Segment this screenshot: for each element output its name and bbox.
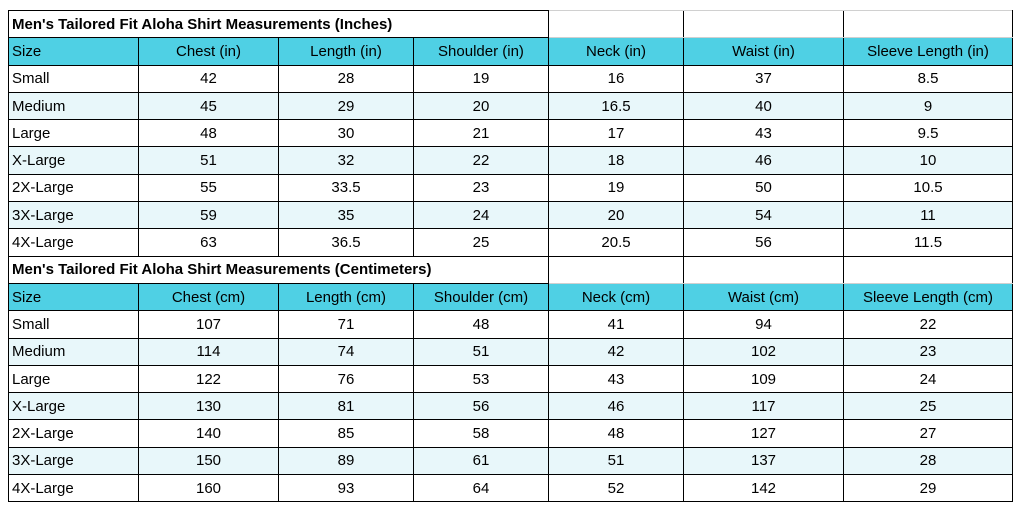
size-cell: Medium <box>9 92 139 119</box>
column-header: Sleeve Length (cm) <box>844 283 1013 310</box>
measurement-cell: 33.5 <box>279 174 414 201</box>
column-header: Chest (in) <box>139 38 279 65</box>
measurement-cell: 11.5 <box>844 229 1013 256</box>
measurement-cell: 94 <box>684 311 844 338</box>
table-body <box>9 11 1013 502</box>
measurement-cell: 9 <box>844 92 1013 119</box>
measurement-cell: 63 <box>139 229 279 256</box>
measurement-cell: 85 <box>279 420 414 447</box>
table-row <box>9 202 1013 229</box>
table-row <box>9 174 1013 201</box>
size-cell: Large <box>9 365 139 392</box>
measurement-cell: 27 <box>844 420 1013 447</box>
measurement-cell: 36.5 <box>279 229 414 256</box>
measurement-cell: 56 <box>684 229 844 256</box>
measurement-cell: 43 <box>684 120 844 147</box>
measurement-cell: 142 <box>684 475 844 502</box>
measurement-cell: 71 <box>279 311 414 338</box>
measurement-cell: 30 <box>279 120 414 147</box>
measurement-cell: 10.5 <box>844 174 1013 201</box>
measurement-cell: 35 <box>279 202 414 229</box>
size-cell: Small <box>9 311 139 338</box>
measurement-cell: 42 <box>549 338 684 365</box>
measurement-cell: 130 <box>139 393 279 420</box>
measurement-cell: 46 <box>684 147 844 174</box>
measurement-cell: 20.5 <box>549 229 684 256</box>
measurement-cell: 29 <box>279 92 414 119</box>
table-row <box>9 147 1013 174</box>
measurement-cell: 140 <box>139 420 279 447</box>
measurement-cell: 107 <box>139 311 279 338</box>
measurement-cell: 42 <box>139 65 279 92</box>
column-header: Chest (cm) <box>139 283 279 310</box>
measurement-cell: 17 <box>549 120 684 147</box>
measurement-cell: 22 <box>414 147 549 174</box>
measurement-cell: 56 <box>414 393 549 420</box>
measurement-cell: 46 <box>549 393 684 420</box>
size-cell: 3X-Large <box>9 447 139 474</box>
measurement-cell: 24 <box>414 202 549 229</box>
section-title: Men's Tailored Fit Aloha Shirt Measurements (Inches) <box>9 11 549 38</box>
measurement-cell: 59 <box>139 202 279 229</box>
measurement-cell: 117 <box>684 393 844 420</box>
column-header: Neck (in) <box>549 38 684 65</box>
table-row <box>9 229 1013 256</box>
measurement-cell: 25 <box>844 393 1013 420</box>
measurement-cell: 89 <box>279 447 414 474</box>
table-row <box>9 65 1013 92</box>
measurement-cell: 51 <box>549 447 684 474</box>
table-row <box>9 420 1013 447</box>
size-cell: 2X-Large <box>9 174 139 201</box>
measurement-cell: 16 <box>549 65 684 92</box>
size-cell: Small <box>9 65 139 92</box>
measurement-cell: 16.5 <box>549 92 684 119</box>
size-cell: X-Large <box>9 147 139 174</box>
column-header: Waist (cm) <box>684 283 844 310</box>
table-row <box>9 475 1013 502</box>
measurement-cell: 20 <box>549 202 684 229</box>
size-cell: X-Large <box>9 393 139 420</box>
measurement-cell: 114 <box>139 338 279 365</box>
section-title: Men's Tailored Fit Aloha Shirt Measurements (Centimeters) <box>9 256 549 283</box>
empty-cell <box>549 11 684 38</box>
table-row <box>9 311 1013 338</box>
table-row <box>9 338 1013 365</box>
measurement-cell: 41 <box>549 311 684 338</box>
column-header: Neck (cm) <box>549 283 684 310</box>
size-cell: 4X-Large <box>9 475 139 502</box>
empty-cell <box>844 11 1013 38</box>
section-title-row <box>9 256 1013 283</box>
measurement-cell: 81 <box>279 393 414 420</box>
measurement-cell: 20 <box>414 92 549 119</box>
measurement-cell: 23 <box>844 338 1013 365</box>
measurement-cell: 50 <box>684 174 844 201</box>
measurement-cell: 54 <box>684 202 844 229</box>
measurement-cell: 51 <box>139 147 279 174</box>
table-row <box>9 447 1013 474</box>
measurement-cell: 53 <box>414 365 549 392</box>
measurement-cell: 51 <box>414 338 549 365</box>
measurement-cell: 19 <box>549 174 684 201</box>
size-cell: Large <box>9 120 139 147</box>
measurement-cell: 28 <box>279 65 414 92</box>
column-header: Shoulder (in) <box>414 38 549 65</box>
table-row <box>9 92 1013 119</box>
empty-cell <box>844 256 1013 283</box>
measurement-cell: 11 <box>844 202 1013 229</box>
measurement-cell: 160 <box>139 475 279 502</box>
measurement-cell: 48 <box>549 420 684 447</box>
measurement-cell: 18 <box>549 147 684 174</box>
column-header-row <box>9 283 1013 310</box>
measurement-cell: 64 <box>414 475 549 502</box>
section-title-row <box>9 11 1013 38</box>
size-cell: 4X-Large <box>9 229 139 256</box>
measurement-cell: 109 <box>684 365 844 392</box>
size-cell: 3X-Large <box>9 202 139 229</box>
column-header: Size <box>9 283 139 310</box>
measurement-cell: 48 <box>414 311 549 338</box>
table-row <box>9 120 1013 147</box>
column-header-row <box>9 38 1013 65</box>
measurement-cell: 9.5 <box>844 120 1013 147</box>
empty-cell <box>684 256 844 283</box>
size-cell: 2X-Large <box>9 420 139 447</box>
measurement-cell: 58 <box>414 420 549 447</box>
empty-cell <box>549 256 684 283</box>
measurement-cell: 22 <box>844 311 1013 338</box>
column-header: Shoulder (cm) <box>414 283 549 310</box>
measurement-cell: 55 <box>139 174 279 201</box>
table-row <box>9 393 1013 420</box>
measurement-cell: 40 <box>684 92 844 119</box>
column-header: Waist (in) <box>684 38 844 65</box>
column-header: Length (in) <box>279 38 414 65</box>
measurement-cell: 32 <box>279 147 414 174</box>
measurement-cell: 74 <box>279 338 414 365</box>
measurement-cell: 45 <box>139 92 279 119</box>
measurement-cell: 10 <box>844 147 1013 174</box>
measurement-cell: 25 <box>414 229 549 256</box>
measurement-cell: 93 <box>279 475 414 502</box>
empty-cell <box>684 11 844 38</box>
measurement-cell: 37 <box>684 65 844 92</box>
measurement-cell: 48 <box>139 120 279 147</box>
column-header: Length (cm) <box>279 283 414 310</box>
measurement-cell: 23 <box>414 174 549 201</box>
measurement-cell: 61 <box>414 447 549 474</box>
measurement-cell: 43 <box>549 365 684 392</box>
column-header: Sleeve Length (in) <box>844 38 1013 65</box>
size-chart-sheet <box>8 10 1012 502</box>
measurement-cell: 150 <box>139 447 279 474</box>
measurement-cell: 137 <box>684 447 844 474</box>
size-cell: Medium <box>9 338 139 365</box>
measurement-cell: 19 <box>414 65 549 92</box>
measurement-cell: 122 <box>139 365 279 392</box>
size-chart-table <box>8 10 1013 502</box>
measurement-cell: 127 <box>684 420 844 447</box>
table-row <box>9 365 1013 392</box>
measurement-cell: 52 <box>549 475 684 502</box>
measurement-cell: 102 <box>684 338 844 365</box>
measurement-cell: 28 <box>844 447 1013 474</box>
measurement-cell: 24 <box>844 365 1013 392</box>
measurement-cell: 8.5 <box>844 65 1013 92</box>
measurement-cell: 21 <box>414 120 549 147</box>
measurement-cell: 29 <box>844 475 1013 502</box>
column-header: Size <box>9 38 139 65</box>
measurement-cell: 76 <box>279 365 414 392</box>
